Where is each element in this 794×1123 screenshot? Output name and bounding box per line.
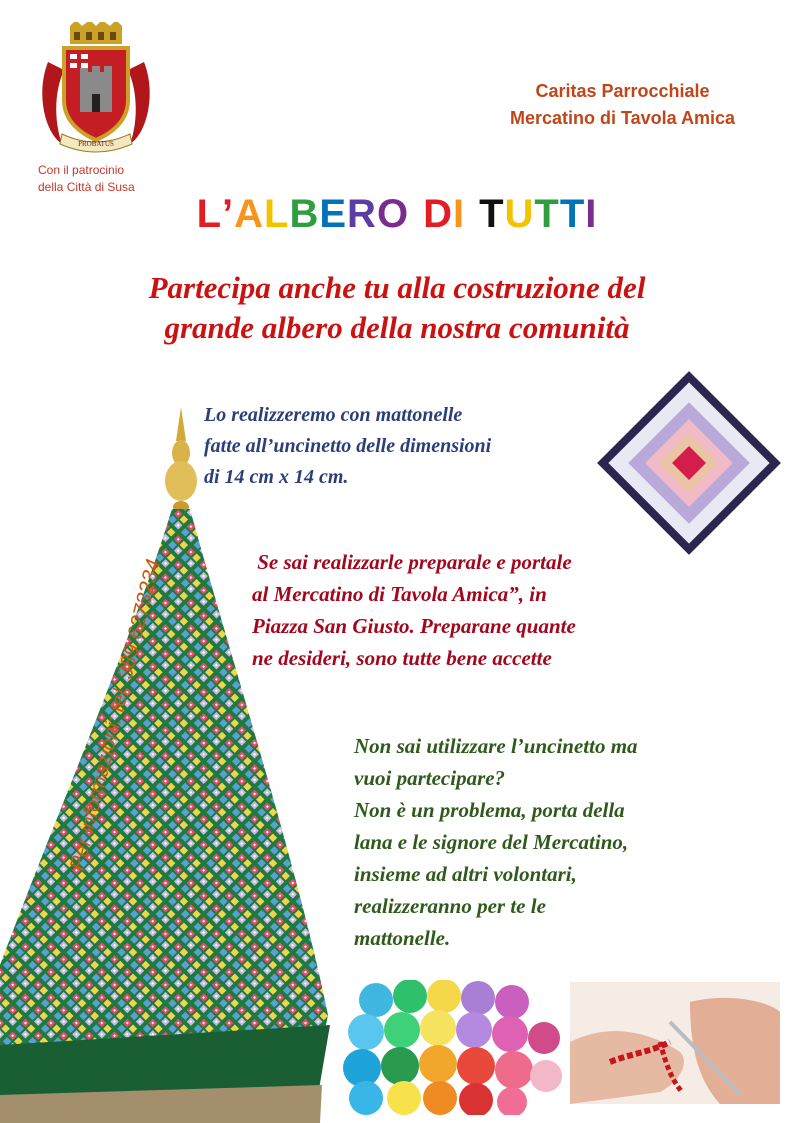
title-letter: L bbox=[264, 192, 290, 236]
paragraph1-line: fatte all’uncinetto delle dimensioni bbox=[204, 435, 492, 457]
paragraph3-line: vuoi partecipare? bbox=[354, 766, 506, 790]
paragraph-volunteers bbox=[354, 730, 774, 954]
paragraph3-line: insieme ad altri volontari, bbox=[354, 862, 577, 886]
title-letter: I bbox=[452, 192, 466, 236]
title-letter: A bbox=[234, 192, 265, 236]
contact-phone: Per informazioni: tel. 389.6273234 bbox=[65, 556, 166, 873]
yarn-balls-image bbox=[336, 980, 566, 1115]
paragraph3-line: mattonelle. bbox=[354, 926, 451, 950]
paragraph3-line: lana e le signore del Mercatino, bbox=[354, 830, 629, 854]
title-letter: ’ bbox=[222, 192, 235, 236]
paragraph-dimensions bbox=[204, 400, 624, 493]
title-letter: U bbox=[504, 192, 535, 236]
paragraph3-line: Non sai utilizzare l’uncinetto ma bbox=[354, 734, 638, 758]
title-letter bbox=[465, 192, 479, 237]
paragraph2-line: al Mercatino di Tavola Amica”, in bbox=[252, 582, 547, 606]
paragraph3-line: Non è un problema, porta della bbox=[354, 798, 625, 822]
subtitle bbox=[40, 268, 754, 348]
organizer-block bbox=[470, 78, 775, 132]
title-letter: B bbox=[289, 192, 320, 236]
paragraph3-line: realizzeranno per te le bbox=[354, 894, 546, 918]
title-letter: I bbox=[585, 192, 598, 236]
title-letter: T bbox=[534, 192, 560, 236]
title-letter bbox=[409, 192, 423, 237]
subtitle-line1: Partecipa anche tu alla costruzione del bbox=[148, 270, 646, 305]
page-title bbox=[0, 192, 794, 237]
title-letter: T bbox=[479, 192, 505, 236]
crochet-hands-image bbox=[570, 982, 780, 1104]
patronage-line1: Con il patrocinio bbox=[38, 163, 125, 177]
title-letter: O bbox=[376, 192, 410, 236]
patronage-note bbox=[38, 162, 178, 196]
paragraph1-line: Lo realizzeremo con mattonelle bbox=[204, 404, 463, 426]
subtitle-line2: grande albero della nostra comunità bbox=[164, 310, 630, 345]
paragraph-bring-tiles bbox=[252, 546, 702, 674]
title-letter: D bbox=[423, 192, 453, 236]
title-letter: T bbox=[559, 192, 586, 236]
patronage-line2: della Città di Susa bbox=[38, 180, 135, 194]
paragraph2-line: Se sai realizzarle preparale e portale bbox=[252, 550, 572, 574]
organizer-line2: Mercatino di Tavola Amica bbox=[509, 108, 736, 128]
title-letter: R bbox=[347, 192, 377, 236]
paragraph2-line: Piazza San Giusto. Preparane quante bbox=[252, 614, 576, 638]
title-letter: E bbox=[319, 192, 348, 236]
crochet-tile-image bbox=[596, 370, 782, 556]
paragraph2-line: ne desideri, sono tutte bene accette bbox=[252, 646, 552, 670]
coat-of-arms-image bbox=[40, 22, 152, 154]
organizer-line1: Caritas Parrocchiale bbox=[535, 81, 710, 101]
title-letter: L bbox=[196, 192, 223, 236]
crest-motto: PROBATUS bbox=[78, 140, 114, 148]
paragraph1-line: di 14 cm x 14 cm. bbox=[204, 466, 349, 488]
